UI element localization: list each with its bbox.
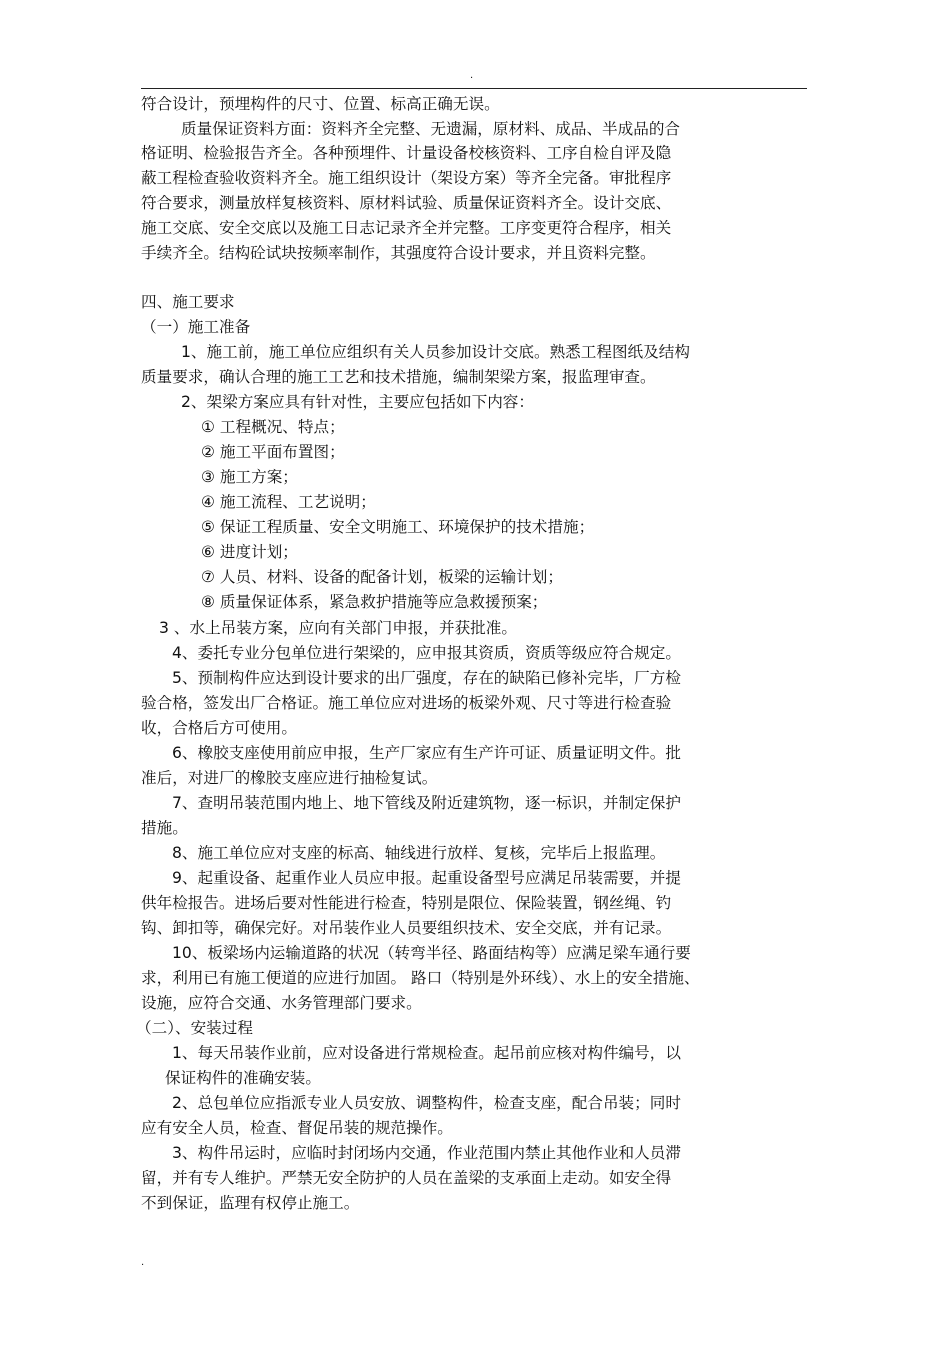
paragraph-line: 4、委托专业分包单位进行架梁的，应申报其资质，资质等级应符合规定。: [172, 644, 681, 662]
paragraph-line: 1、施工前，施工单位应组织有关人员参加设计交底。熟悉工程图纸及结构: [181, 343, 690, 361]
paragraph-line: 6、橡胶支座使用前应申报，生产厂家应有生产许可证、质量证明文件。批: [172, 744, 681, 762]
paragraph-line: 5、预制构件应达到设计要求的出厂强度，存在的缺陷已修补完毕，厂方检: [172, 669, 681, 687]
paragraph-line: 手续齐全。结构砼试块按频率制作，其强度符合设计要求，并且资料完整。: [141, 244, 656, 262]
paragraph-line: 施工交底、安全交底以及施工日志记录齐全并完整。工序变更符合程序，相关: [141, 219, 672, 237]
paragraph-line: 验合格，签发出厂合格证。施工单位应对进场的板梁外观、尺寸等进行检查验: [141, 694, 672, 712]
paragraph-line: 2、总包单位应指派专业人员安放、调整构件，检查支座，配合吊装；同时: [172, 1094, 681, 1112]
paragraph-line: 质量要求，确认合理的施工工艺和技术措施，编制架梁方案，报监理审查。: [141, 368, 656, 386]
paragraph-line: 不到保证，监理有权停止施工。: [141, 1194, 360, 1212]
paragraph-line: 3 、水上吊装方案，应向有关部门申报，并获批准。: [159, 619, 517, 637]
list-item: ⑤ 保证工程质量、安全文明施工、环境保护的技术措施；: [201, 518, 595, 536]
list-item: ⑥ 进度计划；: [201, 543, 298, 561]
paragraph-line: 7、查明吊装范围内地上、地下管线及附近建筑物，逐一标识，并制定保护: [172, 794, 681, 812]
list-item: ② 施工平面布置图；: [201, 443, 345, 461]
list-item: ⑧ 质量保证体系，紧急救护措施等应急救援预案；: [201, 593, 548, 611]
paragraph-line: 设施，应符合交通、水务管理部门要求。: [141, 994, 422, 1012]
paragraph-line: 保证构件的准确安装。: [165, 1069, 321, 1087]
paragraph-line: 供年检报告。进场后要对性能进行检查，特别是限位、保险装置，钢丝绳、钓: [141, 894, 672, 912]
paragraph-line: 钩、卸扣等，确保完好。对吊装作业人员要组织技术、安全交底，并有记录。: [141, 919, 672, 937]
paragraph-line: 应有安全人员，检查、督促吊装的规范操作。: [141, 1119, 453, 1137]
paragraph-line: 8、施工单位应对支座的标高、轴线进行放样、复核，完毕后上报监理。: [172, 844, 666, 862]
list-item: ③ 施工方案；: [201, 468, 298, 486]
paragraph-line: 9、起重设备、起重作业人员应申报。起重设备型号应满足吊装需要，并提: [172, 869, 681, 887]
text-line: 符合设计，预埋构件的尺寸、位置、标高正确无误。: [141, 95, 500, 113]
paragraph-line: 2、架梁方案应具有针对性，主要应包括如下内容：: [181, 393, 534, 411]
paragraph-line: 留，并有专人维护。严禁无安全防护的人员在盖梁的支承面上走动。如安全得: [141, 1169, 672, 1187]
paragraph-line: 3、构件吊运时，应临时封闭场内交通，作业范围内禁止其他作业和人员滞: [172, 1144, 681, 1162]
list-item: ④ 施工流程、工艺说明；: [201, 493, 376, 511]
list-item: ⑦ 人员、材料、设备的配备计划，板梁的运输计划；: [201, 568, 563, 586]
paragraph-line: 格证明、检验报告齐全。各种预埋件、计量设备校核资料、工序自检自评及隐: [141, 144, 672, 162]
section-heading: 四、施工要求: [141, 293, 235, 311]
header-rule: [141, 88, 807, 89]
footer-mark: .: [141, 1257, 145, 1268]
paragraph-line: 措施。: [141, 819, 188, 837]
list-item: ① 工程概况、特点；: [201, 418, 345, 436]
paragraph-line: 准后，对进厂的橡胶支座应进行抽检复试。: [141, 769, 438, 787]
paragraph-line: 质量保证资料方面：资料齐全完整、无遗漏，原材料、成品、半成品的合: [181, 120, 681, 138]
subsection-heading: （一）施工准备: [141, 318, 251, 336]
paragraph-line: 符合要求，测量放样复核资料、原材料试验、质量保证资料齐全。设计交底、: [141, 194, 672, 212]
header-mark: .: [470, 70, 474, 81]
paragraph-line: 收，合格后方可使用。: [141, 719, 297, 737]
paragraph-line: 10、板梁场内运输道路的状况（转弯半径、路面结构等）应满足梁车通行要: [172, 944, 691, 962]
subsection-heading: （二）、安装过程: [136, 1019, 253, 1037]
paragraph-line: 蔽工程检查验收资料齐全。施工组织设计（架设方案）等齐全完备。审批程序: [141, 169, 672, 187]
paragraph-line: 求，利用已有施工便道的应进行加固。 路口（特别是外环线）、水上的安全措施、: [141, 969, 700, 987]
paragraph-line: 1、每天吊装作业前，应对设备进行常规检查。起吊前应核对构件编号，以: [172, 1044, 681, 1062]
